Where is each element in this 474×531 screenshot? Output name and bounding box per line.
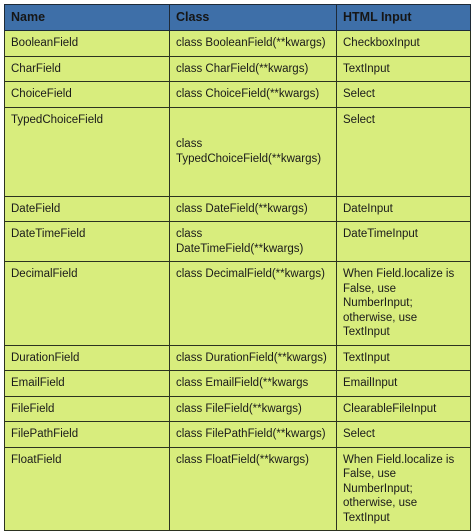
cell-input: When Field.localize is False, use NumberInput; otherwise, use TextInput — [337, 262, 471, 346]
header-name: Name — [5, 5, 170, 31]
cell-input: DateInput — [337, 196, 471, 222]
cell-input: DateTimeInput — [337, 222, 471, 262]
table-row — [5, 107, 471, 196]
cell-class: class BooleanField(**kwargs) — [170, 31, 337, 57]
cell-input: ClearableFileInput — [337, 396, 471, 422]
table-row — [5, 447, 471, 531]
cell-input: Select — [337, 422, 471, 448]
cell-class: class CharField(**kwargs) — [170, 56, 337, 82]
table-row — [5, 31, 471, 57]
table-row — [5, 82, 471, 108]
cell-name: TypedChoiceField — [5, 107, 170, 196]
cell-name: FloatField — [5, 447, 170, 531]
cell-class: class FileField(**kwargs) — [170, 396, 337, 422]
header-class: Class — [170, 5, 337, 31]
header-row — [5, 5, 471, 31]
cell-name: BooleanField — [5, 31, 170, 57]
cell-name: CharField — [5, 56, 170, 82]
cell-class: class DecimalField(**kwargs) — [170, 262, 337, 346]
cell-name: DateField — [5, 196, 170, 222]
cell-input: EmailInput — [337, 371, 471, 397]
cell-name: DateTimeField — [5, 222, 170, 262]
django-form-fields-table-container — [4, 4, 470, 524]
table-row — [5, 345, 471, 371]
table-body — [5, 31, 471, 531]
cell-class: class FilePathField(**kwargs) — [170, 422, 337, 448]
cell-name: DurationField — [5, 345, 170, 371]
header-html-input: HTML Input — [337, 5, 471, 31]
cell-class: class FloatField(**kwargs) — [170, 447, 337, 531]
cell-input: TextInput — [337, 56, 471, 82]
table-row — [5, 196, 471, 222]
cell-class: class DateTimeField(**kwargs) — [170, 222, 337, 262]
cell-name: ChoiceField — [5, 82, 170, 108]
cell-input: Select — [337, 107, 471, 196]
table-row — [5, 396, 471, 422]
table-row — [5, 371, 471, 397]
cell-class: class TypedChoiceField(**kwargs) — [170, 107, 337, 196]
cell-input: Select — [337, 82, 471, 108]
cell-class: class EmailField(**kwargs — [170, 371, 337, 397]
cell-name: FilePathField — [5, 422, 170, 448]
cell-name: DecimalField — [5, 262, 170, 346]
table-row — [5, 56, 471, 82]
table-row — [5, 222, 471, 262]
cell-class: class DurationField(**kwargs) — [170, 345, 337, 371]
cell-input: When Field.localize is False, use NumberInput; otherwise, use TextInput — [337, 447, 471, 531]
table-header — [5, 5, 471, 31]
table-row — [5, 262, 471, 346]
table-row — [5, 422, 471, 448]
cell-class: class ChoiceField(**kwargs) — [170, 82, 337, 108]
cell-input: CheckboxInput — [337, 31, 471, 57]
cell-name: EmailField — [5, 371, 170, 397]
form-fields-table — [4, 4, 471, 531]
cell-input: TextInput — [337, 345, 471, 371]
cell-name: FileField — [5, 396, 170, 422]
cell-class: class DateField(**kwargs) — [170, 196, 337, 222]
